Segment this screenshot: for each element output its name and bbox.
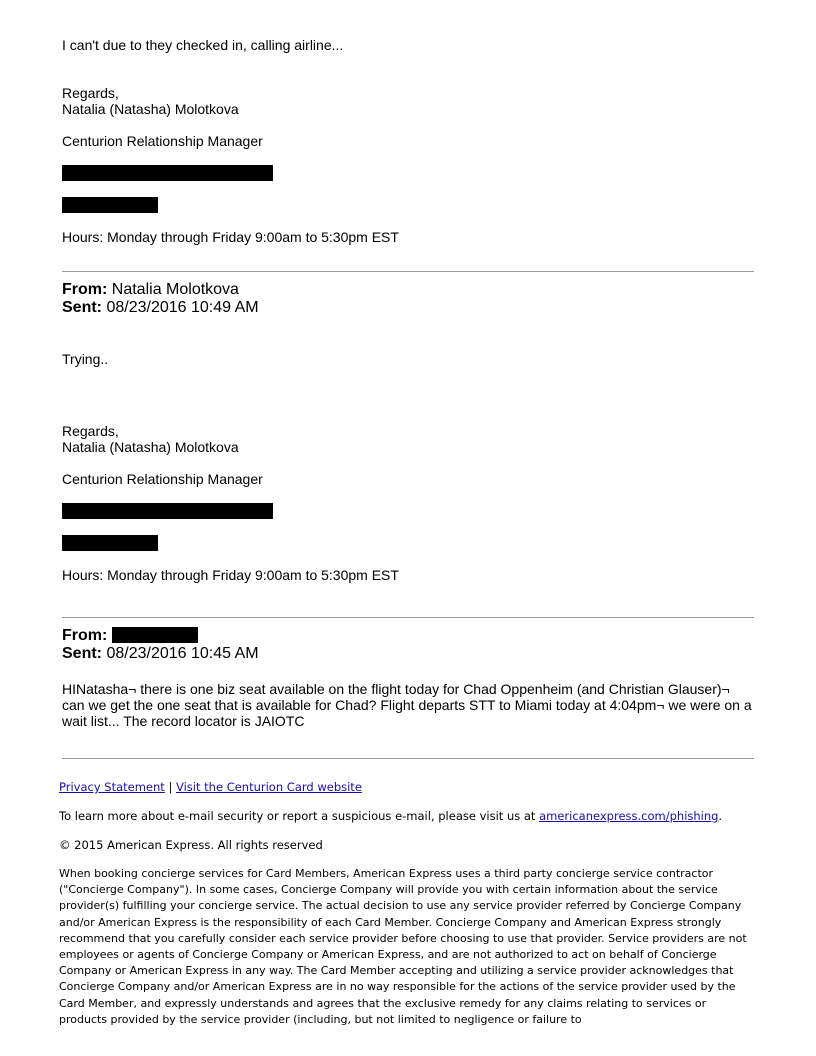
period-text: . [718, 809, 723, 823]
signature-name: Natalia (Natasha) Molotkova [62, 101, 239, 117]
message-body: HINatasha¬ there is one biz seat available on the flight today for Chad Oppenheim (and Christian Glauser)¬ can we get the one seat that is available for Chad? Flight departs STT to Miami today at 4:04pm¬ we were on a wait list... The record locator is JAIOTC [62, 681, 752, 729]
sent-value: 08/23/2016 10:45 AM [106, 645, 259, 662]
phishing-link[interactable]: americanexpress.com/phishing [539, 809, 719, 823]
redaction-bar [62, 165, 273, 181]
message-body: Trying.. [62, 351, 109, 367]
office-hours: Hours: Monday through Friday 9:00am to 5:30pm EST [62, 567, 399, 583]
redaction-bar [62, 535, 158, 551]
office-hours: Hours: Monday through Friday 9:00am to 5:30pm EST [62, 229, 399, 245]
security-text: To learn more about e-mail security or report a suspicious e-mail, please visit us at [59, 809, 540, 823]
footer-links [59, 780, 362, 794]
privacy-statement-link[interactable]: Privacy Statement [59, 780, 165, 794]
from-line [62, 627, 107, 645]
redaction-bar [112, 627, 198, 643]
regards-text: Regards, [62, 85, 119, 101]
sent-value: 08/23/2016 10:49 AM [106, 299, 259, 316]
redaction-bar [62, 503, 273, 519]
regards-text: Regards, [62, 423, 119, 439]
redaction-bar [62, 197, 158, 213]
sent-line [62, 299, 259, 317]
divider [62, 758, 754, 759]
sent-line [62, 645, 259, 663]
message-body: I can't due to they checked in, calling airline... [62, 37, 344, 53]
from-label: From: [62, 281, 108, 298]
copyright: © 2015 American Express. All rights reserved [59, 838, 323, 852]
security-notice [59, 809, 722, 823]
from-label: From: [62, 627, 108, 644]
sent-label: Sent: [62, 645, 102, 662]
signature-name: Natalia (Natasha) Molotkova [62, 439, 239, 455]
sent-label: Sent: [62, 299, 102, 316]
link-separator: | [168, 780, 173, 794]
disclaimer: When booking concierge services for Card Members, American Express uses a third party concierge service contractor ("Concierge Company"). In some cases, Concierge Company will provide you with certain information about the service provider(s) fulfilling your concierge service. The actual decision to use any service provider referred by Concierge Company and/or American Express is the responsibility of each Card Member. Concierge Company and American Express strongly recommend that you carefully consider each service provider before choosing to use that provider. Service providers are not employees or agents of Concierge Company or American Express, and are not authorized to act on behalf of Concierge Company or American Express in any way. The Card Member accepting and utilizing a service provider acknowledges that Concierge Company and/or American Express are in no way responsible for the actions of the service provider used by the Card Member, and expressly understands and agrees that the exclusive remedy for any claims relating to services or products provided by the service provider (including, but not limited to negligence or failure to [59, 867, 747, 1026]
divider [62, 271, 754, 272]
centurion-card-website-link[interactable]: Visit the Centurion Card website [176, 780, 362, 794]
from-value: Natalia Molotkova [111, 281, 239, 298]
signature-title: Centurion Relationship Manager [62, 471, 263, 487]
signature-title: Centurion Relationship Manager [62, 133, 263, 149]
divider [62, 617, 754, 618]
from-line [62, 281, 239, 299]
